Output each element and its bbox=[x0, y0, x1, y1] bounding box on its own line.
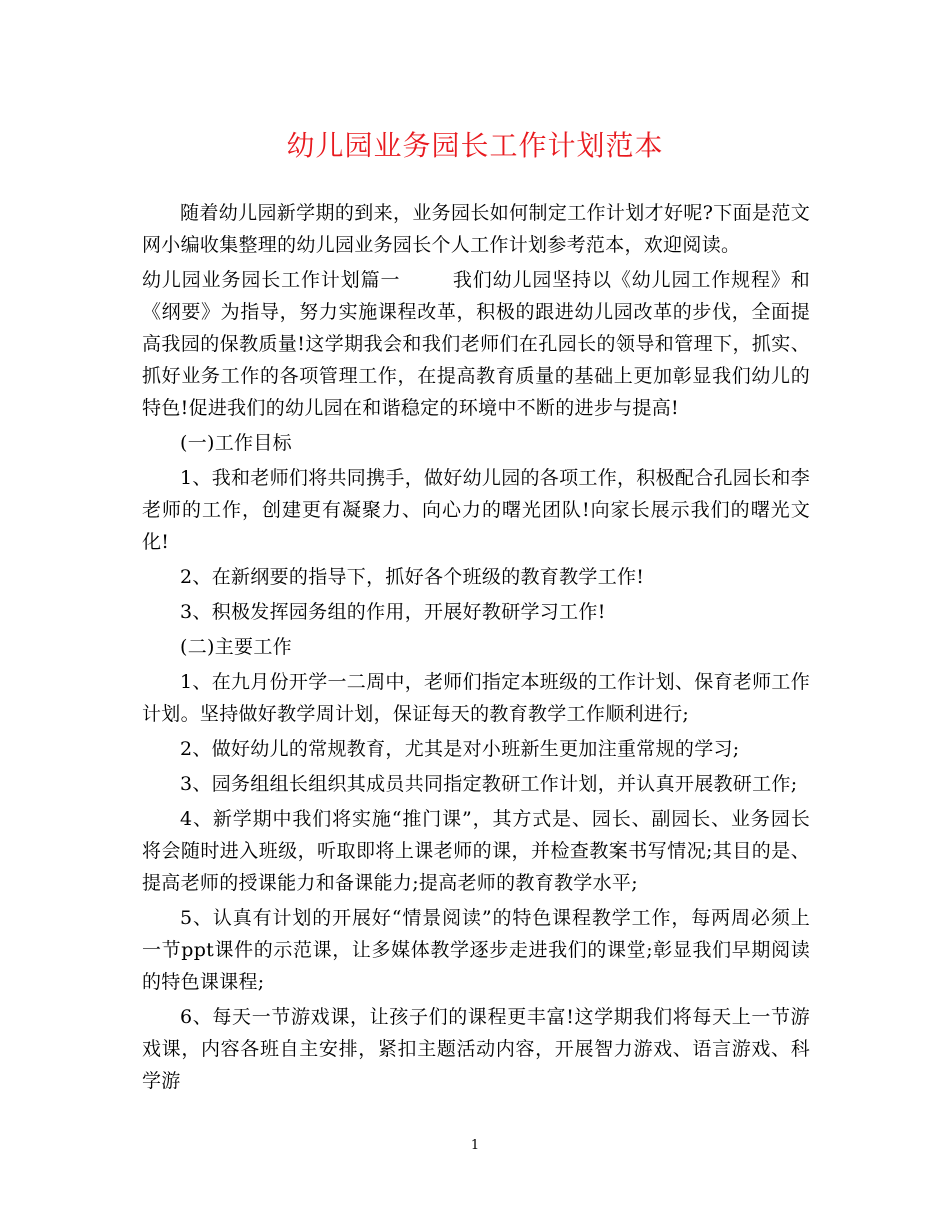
work-item-3: 3、园务组组长组织其成员共同指定教研工作计划，并认真开展教研工作; bbox=[180, 773, 798, 795]
section-paragraph bbox=[142, 264, 810, 424]
section-intro-text: 我们幼儿园坚持以《幼儿园工作规程》和《纲要》为指导，努力实施课程改革，积极的跟进幼儿园改革的步伐，全面提高我园的保教质量!这学期我会和我们老师们在孔园长的领导和管理下，抓实、抓好业务工作的各项管理工作，在提高教育质量的基础上更加彰显我们幼儿的特色!促进我们的幼儿园在和谐稳定的环境中不断的进步与提高! bbox=[142, 269, 810, 419]
work-item-4: 4、新学期中我们将实施“推门课”，其方式是、园长、副园长、业务园长将会随时进入班级，听取即将上课老师的课，并检查教案书写情况;其目的是、提高老师的授课能力和备课能力;提高老师的教育教学水平; bbox=[142, 808, 810, 894]
work-item-2: 2、做好幼儿的常规教育，尤其是对小班新生更加注重常规的学习; bbox=[180, 738, 740, 760]
work-item-5: 5、认真有计划的开展好“情景阅读”的特色课程教学工作，每两周必须上一节ppt课件的示范课，让多媒体教学逐步走进我们的课堂;彰显我们早期阅读的特色课课程; bbox=[142, 907, 810, 993]
document-title: 幼儿园业务园长工作计划范本 bbox=[286, 129, 664, 162]
goal-item-2: 2、在新纲要的指导下，抓好各个班级的教育教学工作! bbox=[180, 566, 645, 588]
main-work-heading: (二)主要工作 bbox=[180, 636, 292, 658]
document-body bbox=[142, 197, 810, 1100]
work-item-6: 6、每天一节游戏课，让孩子们的课程更丰富!这学期我们将每天上一节游戏课，内容各班自主安排，紧扣主题活动内容，开展智力游戏、语言游戏、科学游 bbox=[142, 1006, 810, 1092]
page-number: 1 bbox=[470, 1138, 480, 1153]
goal-item-1: 1、我和老师们将共同携手，做好幼儿园的各项工作，积极配合孔园长和李老师的工作，创建更有凝聚力、向心力的曙光团队!向家长展示我们的曙光文化! bbox=[142, 467, 810, 553]
work-item-1: 1、在九月份开学一二周中，老师们指定本班级的工作计划、保育老师工作计划。坚持做好教学周计划，保证每天的教育教学工作顺利进行; bbox=[142, 671, 810, 725]
section-heading: 幼儿园业务园长工作计划篇一 bbox=[142, 269, 401, 291]
goal-item-3: 3、积极发挥园务组的作用，开展好教研学习工作! bbox=[180, 601, 606, 623]
intro-paragraph: 随着幼儿园新学期的到来，业务园长如何制定工作计划才好呢?下面是范文网小编收集整理的幼儿园业务园长个人工作计划参考范本，欢迎阅读。 bbox=[142, 202, 810, 256]
goals-heading: (一)工作目标 bbox=[180, 432, 292, 454]
